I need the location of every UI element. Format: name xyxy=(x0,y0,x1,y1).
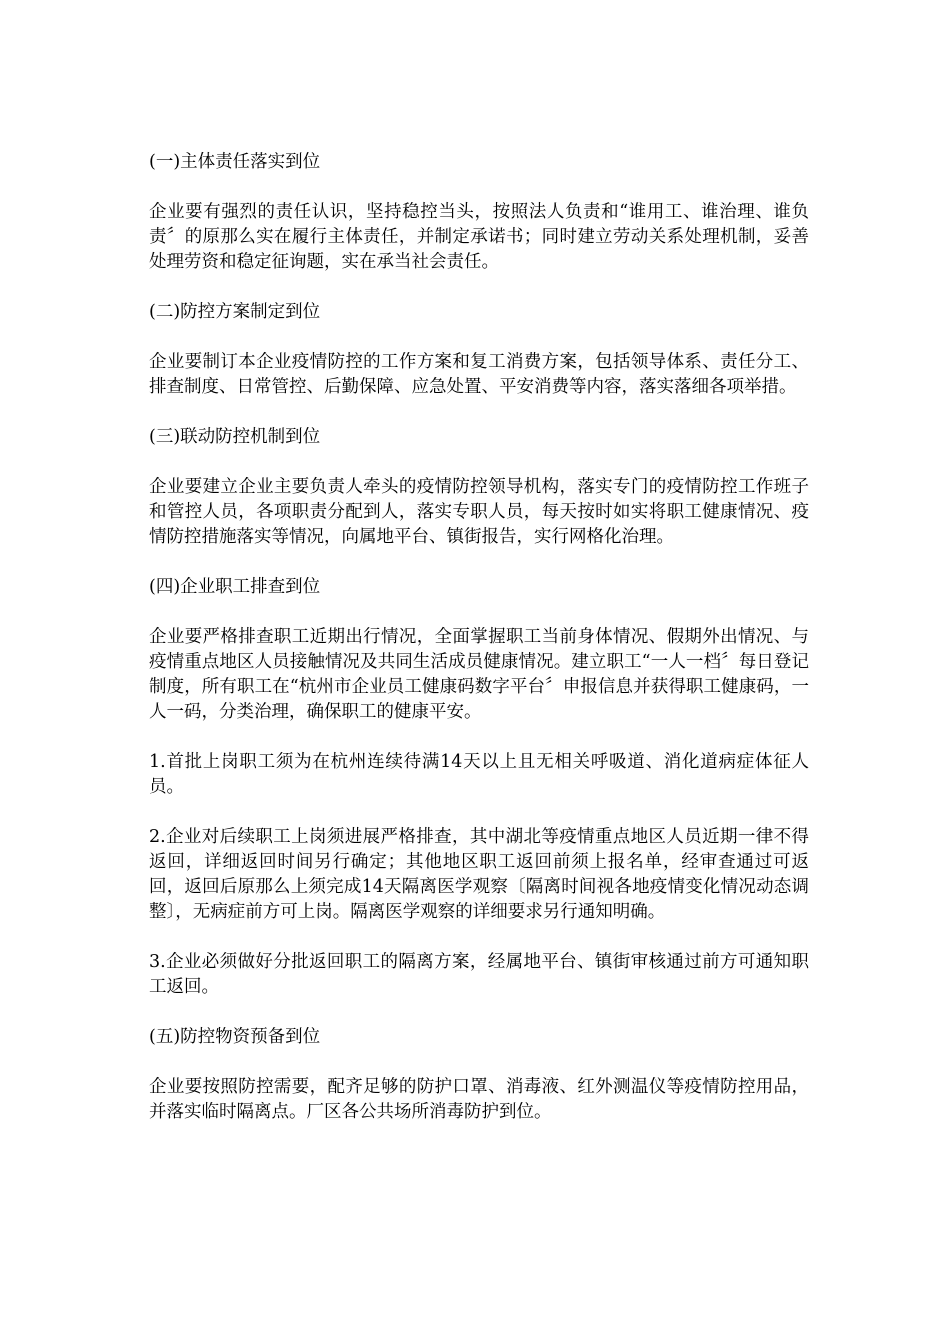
section-5-paragraph: 企业要按照防控需要，配齐足够的防护口罩、消毒液、红外测温仪等疫情防控用品，并落实临时隔离点。厂区各公共场所消毒防护到位。 xyxy=(149,1077,809,1122)
section-heading-4: (四)企业职工排查到位 xyxy=(149,577,321,597)
section-4-item-3: 3.企业必须做好分批返回职工的隔离方案，经属地平台、镇街审核通过前方可通知职工返回。 xyxy=(149,952,809,997)
section-3-paragraph: 企业要建立企业主要负责人牵头的疫情防控领导机构，落实专门的疫情防控工作班子和管控人员，各项职责分配到人，落实专职人员，每天按时如实将职工健康情况、疫情防控措施落实等情况，向属地平台、镇街报告，实行网格化治理。 xyxy=(149,477,809,547)
section-4-paragraph: 企业要严格排查职工近期出行情况，全面掌握职工当前身体情况、假期外出情况、与疫情重点地区人员接触情况及共同生活成员健康情况。建立职工“一人一档〞每日登记制度，所有职工在“杭州市企业员工健康码数字平台〞申报信息并获得职工健康码，一人一码，分类治理，确保职工的健康平安。 xyxy=(149,627,809,722)
section-4-item-2: 2.企业对后续职工上岗须进展严格排查，其中湖北等疫情重点地区人员近期一律不得返回，详细返回时间另行确定；其他地区职工返回前须上报名单，经审查通过可返回，返回后原那么上须完成14天隔离医学观察〔隔离时间视各地疫情变化情况动态调整〕，无病症前方可上岗。隔离医学观察的详细要求另行通知明确。 xyxy=(149,827,809,922)
section-1-paragraph: 企业要有强烈的责任认识，坚持稳控当头，按照法人负责和“谁用工、谁治理、谁负责〞的原那么实在履行主体责任，并制定承诺书；同时建立劳动关系处理机制，妥善处理劳资和稳定征询题，实在承当社会责任。 xyxy=(149,202,809,272)
section-heading-2: (二)防控方案制定到位 xyxy=(149,302,321,322)
section-2-paragraph: 企业要制订本企业疫情防控的工作方案和复工消费方案，包括领导体系、责任分工、排查制度、日常管控、后勤保障、应急处置、平安消费等内容，落实落细各项举措。 xyxy=(149,352,809,397)
section-heading-5: (五)防控物资预备到位 xyxy=(149,1027,321,1047)
document-body xyxy=(149,150,809,1150)
section-heading-3: (三)联动防控机制到位 xyxy=(149,427,321,447)
section-4-item-1: 1.首批上岗职工须为在杭州连续待满14天以上且无相关呼吸道、消化道病症体征人员。 xyxy=(149,752,809,797)
section-heading-1: (一)主体责任落实到位 xyxy=(149,152,321,172)
